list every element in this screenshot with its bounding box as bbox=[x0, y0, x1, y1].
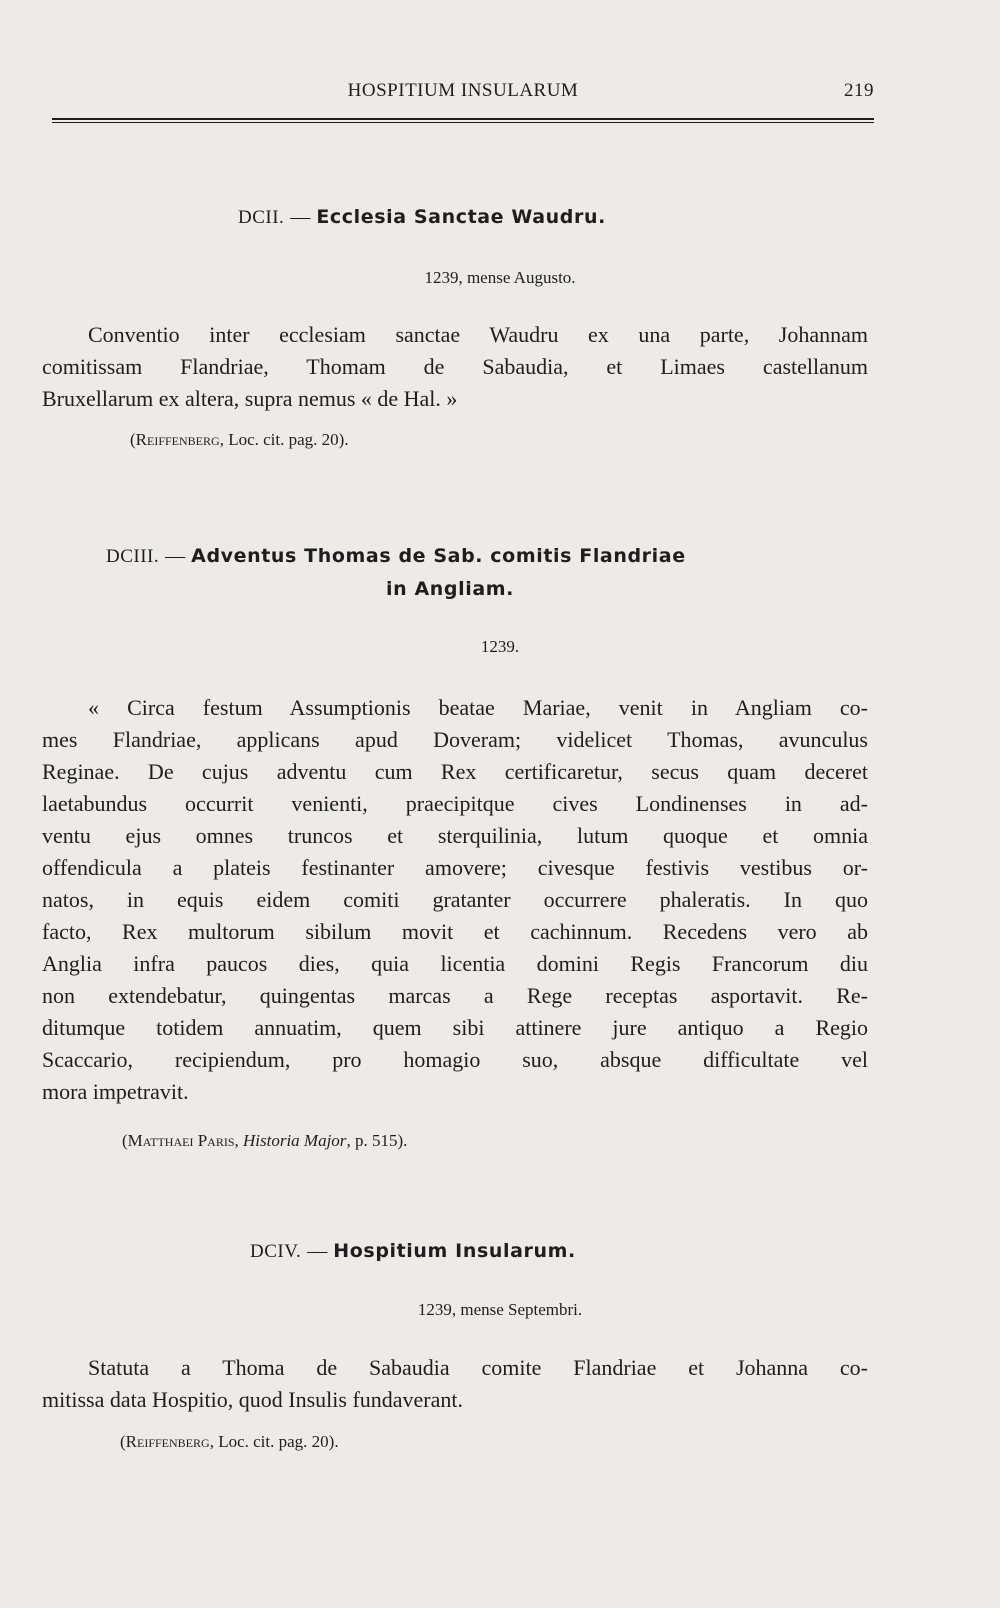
entry-source-dciv bbox=[120, 1432, 339, 1452]
source-rest: , Loc. cit. pag. 20). bbox=[219, 430, 349, 449]
entry-number: DCIII. bbox=[106, 546, 160, 567]
text-line: ditumque totidem annuatim, quem sibi attinere jure antiquo a Regio bbox=[42, 1015, 868, 1040]
source-work: Historia Major bbox=[243, 1131, 347, 1150]
source-author: Reiffenberg bbox=[135, 430, 220, 449]
entry-date-dcii: 1239, mense Augusto. bbox=[424, 268, 576, 287]
source-open: ( bbox=[130, 430, 136, 449]
source-author: Matthaei Paris bbox=[127, 1131, 235, 1150]
entry-number: DCIV. bbox=[250, 1241, 302, 1262]
text-line: « Circa festum Assumptionis beatae Mariae, venit in Angliam co- bbox=[88, 695, 868, 720]
source-rest: , p. 515). bbox=[346, 1131, 408, 1150]
header-rule-thick bbox=[52, 118, 874, 120]
entry-title: Adventus Thomas de Sab. comitis Flandriae bbox=[191, 545, 686, 567]
page-number: 219 bbox=[844, 80, 874, 101]
source-open: ( bbox=[122, 1131, 128, 1150]
text-line: Anglia infra paucos dies, quia licentia domini Regis Francorum diu bbox=[42, 951, 868, 976]
entry-title: Ecclesia Sanctae Waudru. bbox=[316, 206, 606, 228]
entry-source-dciii bbox=[122, 1131, 407, 1151]
text-line: Reginae. De cujus adventu cum Rex certificaretur, secus quam deceret bbox=[42, 759, 868, 784]
text-line: facto, Rex multorum sibilum movit et cachinnum. Recedens vero ab bbox=[42, 919, 868, 944]
entry-heading-dciii bbox=[106, 545, 686, 568]
text-line: Scaccario, recipiendum, pro homagio suo, absque difficultate vel bbox=[42, 1047, 868, 1072]
entry-heading-dcii bbox=[238, 206, 606, 229]
entry-number: DCII. bbox=[238, 207, 285, 228]
text-line: Statuta a Thoma de Sabaudia comite Flandriae et Johanna co- bbox=[88, 1355, 868, 1380]
text-line: mora impetravit. bbox=[42, 1079, 189, 1104]
entry-title-continued: in Angliam. bbox=[386, 578, 514, 600]
running-head-title: HOSPITIUM INSULARUM bbox=[347, 80, 579, 101]
source-author: Reiffenberg bbox=[125, 1432, 210, 1451]
entry-date-dciv: 1239, mense Septembri. bbox=[417, 1300, 583, 1319]
entry-date-dciii: 1239. bbox=[480, 637, 520, 656]
entry-dash: — bbox=[165, 545, 186, 567]
entry-title: Hospitium Insularum. bbox=[333, 1240, 576, 1262]
header-rule-thin bbox=[52, 122, 874, 123]
entry-text-dciii bbox=[42, 692, 868, 1108]
text-line: mitissa data Hospitio, quod Insulis fundaverant. bbox=[42, 1387, 463, 1412]
text-line: mes Flandriae, applicans apud Doveram; videlicet Thomas, avunculus bbox=[42, 727, 868, 752]
entry-heading-dciii-line2 bbox=[0, 578, 900, 601]
text-line: non extendebatur, quingentas marcas a Rege receptas asportavit. Re- bbox=[42, 983, 868, 1008]
text-line: Conventio inter ecclesiam sanctae Waudru ex una parte, Johannam bbox=[88, 322, 868, 347]
text-line: Bruxellarum ex altera, supra nemus « de Hal. » bbox=[42, 386, 458, 411]
entry-text-dcii bbox=[42, 319, 868, 415]
text-line: natos, in equis eidem comiti gratanter occurrere phaleratis. In quo bbox=[42, 887, 868, 912]
entry-source-dcii bbox=[130, 430, 349, 450]
text-line: comitissam Flandriae, Thomam de Sabaudia, et Limaes castellanum bbox=[42, 354, 868, 379]
source-sep: , bbox=[234, 1131, 243, 1150]
text-line: offendicula a plateis festinanter amovere; civesque festivis vestibus or- bbox=[42, 855, 868, 880]
running-head bbox=[52, 80, 874, 108]
entry-heading-dciv bbox=[250, 1240, 576, 1263]
source-rest: , Loc. cit. pag. 20). bbox=[209, 1432, 339, 1451]
entry-dash: — bbox=[307, 1240, 328, 1262]
text-line: ventu ejus omnes truncos et sterquilinia, lutum quoque et omnia bbox=[42, 823, 868, 848]
source-open: ( bbox=[120, 1432, 126, 1451]
entry-text-dciv bbox=[42, 1352, 868, 1416]
entry-dash: — bbox=[290, 206, 311, 228]
text-line: laetabundus occurrit venienti, praecipitque cives Londinenses in ad- bbox=[42, 791, 868, 816]
